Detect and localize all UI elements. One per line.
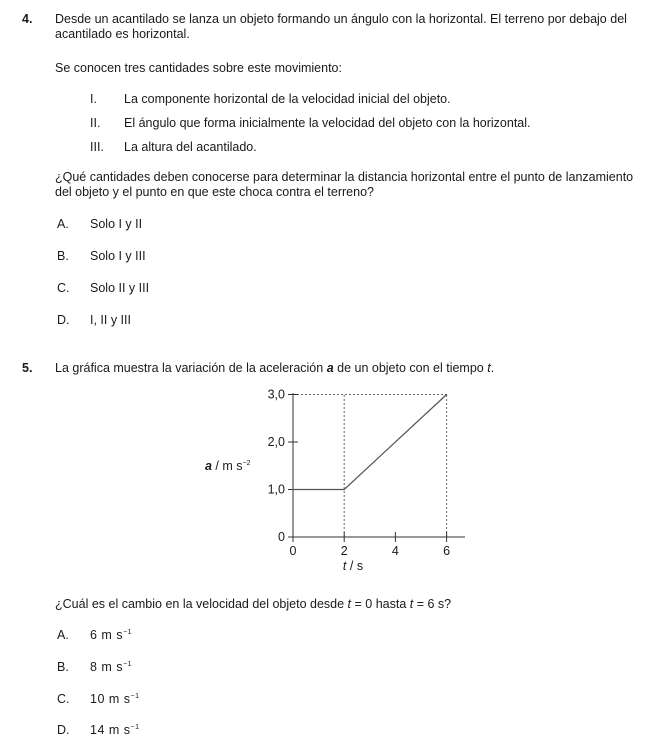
option-letter: B. — [57, 249, 69, 263]
x-tick-label: 2 — [340, 544, 348, 558]
data-point — [292, 489, 293, 490]
option-a-text[interactable]: Solo I y II — [90, 217, 143, 231]
option-b-text[interactable]: Solo I y III — [90, 249, 146, 263]
data-point — [344, 489, 345, 490]
option-a-value[interactable]: 6 m $s^{-1}$ — [90, 628, 133, 642]
data-point — [446, 394, 447, 395]
option-d-value[interactable]: 14 m $s^{-1}$ — [90, 723, 140, 737]
statement-numeral: I. — [90, 92, 97, 106]
x-tick-label: 0 — [289, 544, 297, 558]
question-5-question: ¿Cuál es el cambio en la velocidad del objeto desde t = 0 hasta t = 6 s? — [55, 597, 452, 611]
option-d-text[interactable]: I, II y III — [90, 313, 131, 327]
x-tick-label: 4 — [391, 544, 399, 558]
option-b-value[interactable]: 8 m $s^{-1}$ — [90, 660, 133, 674]
acceleration-time-graph — [195, 385, 485, 580]
x-axis-label: t / s — [342, 559, 364, 573]
statement-text: La componente horizontal de la velocidad inicial del objeto. — [124, 92, 451, 106]
question-4-number: 4. — [22, 12, 33, 26]
option-letter: B. — [57, 660, 69, 674]
question-5-number: 5. — [22, 361, 33, 375]
y-tick-label: 0 — [278, 530, 285, 544]
question-4-stem: Desde un acantilado se lanza un objeto formando un ángulo con la horizontal. El terreno por debajo del acantilado es horizontal. — [55, 12, 627, 41]
option-letter: C. — [57, 692, 70, 706]
option-c-value[interactable]: 10 m $s^{-1}$ — [90, 692, 140, 706]
statement-numeral: II. — [90, 116, 101, 130]
statement-text: El ángulo que forma inicialmente la velocidad del objeto con la horizontal. — [124, 116, 531, 130]
question-4-question: ¿Qué cantidades deben conocerse para determinar la distancia horizontal entre el punto de lanzamiento del objeto y el punto en que este choca contra el terreno? — [55, 170, 634, 199]
y-tick-label: 2,0 — [267, 435, 285, 449]
acceleration-line — [293, 395, 447, 490]
question-5-stem: La gráfica muestra la variación de la aceleración a de un objeto con el tiempo t. — [55, 361, 495, 375]
option-letter: D. — [57, 313, 70, 327]
statement-text: La altura del acantilado. — [124, 140, 257, 154]
statement-numeral: III. — [90, 140, 104, 154]
option-letter: A. — [57, 628, 69, 642]
y-tick-label: 1,0 — [267, 482, 285, 497]
y-tick-label: 3,0 — [267, 387, 285, 402]
x-tick-label: 6 — [443, 544, 451, 558]
option-letter: D. — [57, 723, 70, 737]
option-c-text[interactable]: Solo II y III — [90, 281, 150, 295]
option-letter: C. — [57, 281, 70, 295]
question-4-intro: Se conocen tres cantidades sobre este movimiento: — [55, 61, 342, 75]
option-letter: A. — [57, 217, 69, 231]
y-axis-label: a / m $s^{-2}$ — [205, 459, 251, 473]
